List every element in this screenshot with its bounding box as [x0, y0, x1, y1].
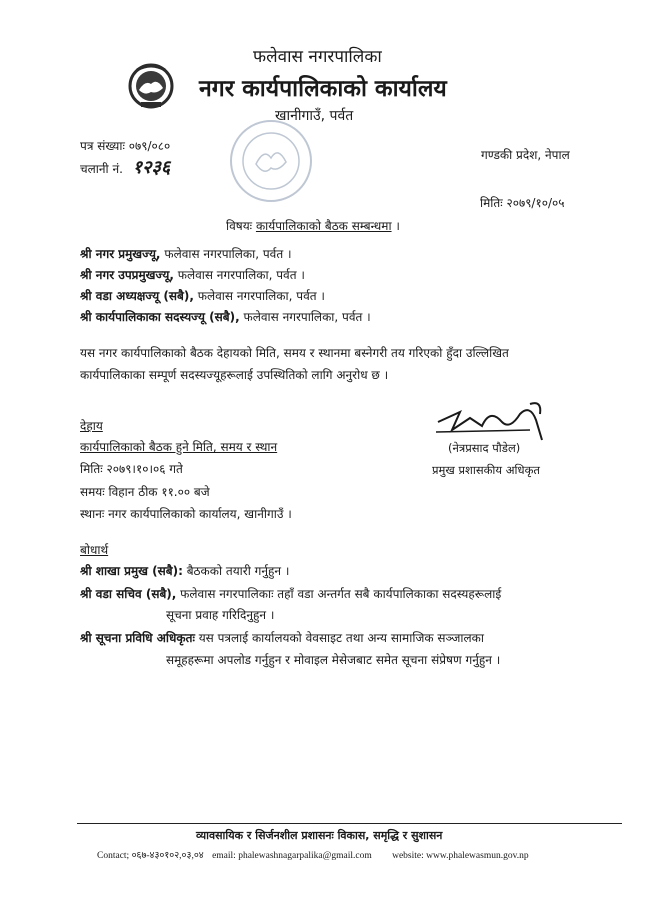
letter-number-value: ०७९/०८०	[128, 139, 171, 153]
office-title: नगर कार्यपालिकाको कार्यालय	[199, 76, 447, 102]
letter-number-label: पत्र संख्याः	[80, 139, 125, 153]
dispatch-number	[80, 155, 170, 179]
letter-date: मितिः २०७९/१०/०५	[480, 196, 565, 210]
meeting-place: स्थानः नगर कार्यपालिकाको कार्यालय, खानीगाउँ ।	[80, 507, 292, 521]
body-paragraph-line: यस नगर कार्यपालिकाको बैठक देहायको मिति, समय र स्थानमा बस्नेगरी तय गरिएको हुँदा उल्लिखित	[80, 346, 509, 360]
subject-text: कार्यपालिकाको बैठक सम्बन्धमा	[255, 219, 392, 233]
recipient-line	[80, 287, 325, 304]
dispatch-number-value: १२३६	[132, 157, 171, 178]
subject-line	[226, 217, 400, 234]
cc-instruction-continued: सूचना प्रवाह गरिदिनुहुन ।	[166, 608, 275, 622]
municipality-name: फलेवास नगरपालिका	[253, 47, 382, 67]
cc-item	[80, 562, 289, 579]
recipient-title: श्री कार्यपालिकाका सदस्यज्यू (सबै),	[80, 310, 240, 324]
recipient-address: फलेवास नगरपालिका, पर्वत ।	[160, 247, 292, 261]
recipient-line	[80, 245, 292, 262]
cc-instruction: फलेवास नगरपालिकाः तहाँ वडा अन्तर्गत सबै कार्यपालिकाका सदस्यहरूलाई	[176, 587, 502, 601]
subject-label: विषयः	[226, 219, 253, 233]
footer-contact	[97, 848, 529, 861]
cc-item	[80, 629, 484, 646]
recipient-title: श्री नगर प्रमुखज्यू,	[80, 247, 161, 261]
recipient-address: फलेवास नगरपालिका, पर्वत ।	[173, 268, 305, 282]
signatory-title: प्रमुख प्रशासकीय अधिकृत	[432, 463, 540, 477]
footer-email: email: phalewashnagarpalika@gmail.com	[212, 851, 372, 861]
meeting-time: समयः विहान ठीक ११.०० बजे	[80, 485, 210, 499]
signature-icon	[430, 400, 555, 445]
letter-number	[80, 137, 170, 154]
details-subheading: कार्यपालिकाको बैठक हुने मिति, समय र स्थान	[80, 440, 278, 454]
cc-item	[80, 585, 501, 602]
dispatch-number-label: चलानी नं.	[80, 162, 123, 176]
cc-recipient: श्री शाखा प्रमुख (सबै):	[80, 564, 183, 578]
office-location: खानीगाउँ, पर्वत	[275, 108, 354, 124]
details-heading: देहाय	[80, 419, 103, 433]
body-paragraph-line: कार्यपालिकाका सम्पूर्ण सदस्यज्यूहरूलाई उपस्थितिको लागि अनुरोध छ ।	[80, 368, 389, 382]
subject-end: ।	[395, 219, 400, 233]
cc-instruction-continued: समूहहरूमा अपलोड गर्नुहुन र मोवाइल मेसेजबाट समेत सूचना संप्रेषण गर्नुहुन ।	[166, 653, 501, 667]
recipient-line	[80, 266, 305, 283]
footer-phone: Contact; ०६७-४३०१०२,०३,०४	[97, 851, 204, 861]
recipient-title: श्री वडा अध्यक्षज्यू (सबै),	[80, 289, 194, 303]
recipient-line	[80, 308, 371, 325]
office-stamp-icon	[228, 118, 314, 204]
signatory-name: (नेत्रप्रसाद पौडेल)	[448, 441, 521, 455]
cc-instruction: बैठकको तयारी गर्नुहुन ।	[182, 564, 290, 578]
recipient-address: फलेवास नगरपालिका, पर्वत ।	[239, 310, 371, 324]
recipient-address: फलेवास नगरपालिका, पर्वत ।	[193, 289, 325, 303]
nepal-emblem-icon	[127, 62, 175, 110]
footer-website: website: www.phalewasmun.gov.np	[392, 851, 529, 861]
province-name: गण्डकी प्रदेश, नेपाल	[481, 148, 570, 162]
cc-heading: बोधार्थ	[80, 543, 109, 557]
cc-recipient: श्री वडा सचिव (सबै),	[80, 587, 177, 601]
footer-motto: व्यावसायिक र सिर्जनशील प्रशासनः विकास, समृद्धि र सुशासन	[196, 829, 443, 842]
cc-instruction: यस पत्रलाई कार्यालयको वेवसाइट तथा अन्य सामाजिक सञ्जालका	[194, 631, 484, 645]
cc-recipient: श्री सूचना प्रविधि अधिकृतः	[80, 631, 195, 645]
recipient-title: श्री नगर उपप्रमुखज्यू,	[80, 268, 174, 282]
meeting-date: मितिः २०७९।१०।०६ गते	[80, 462, 183, 476]
footer-divider	[77, 823, 622, 824]
